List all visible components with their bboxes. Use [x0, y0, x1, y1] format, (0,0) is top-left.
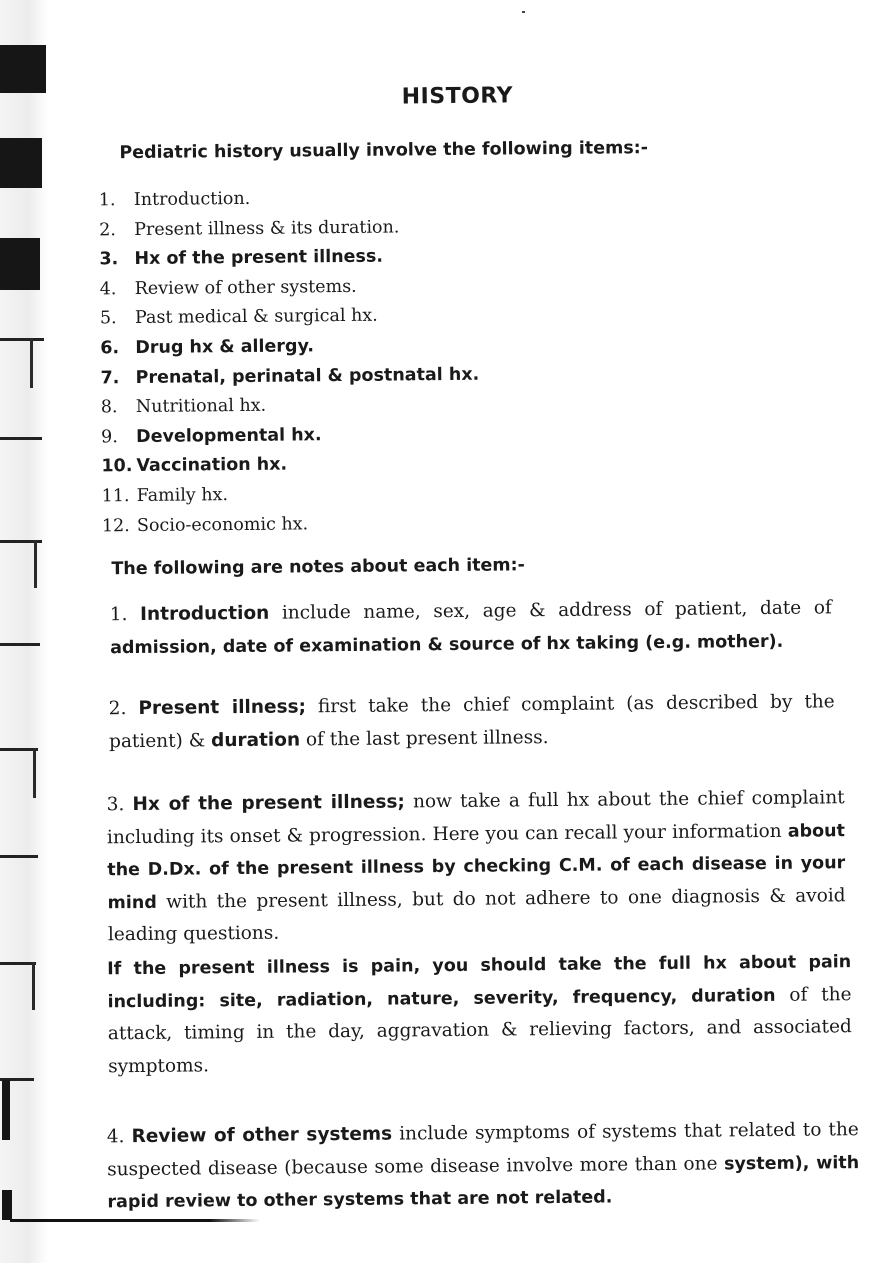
list-item: [100, 272, 479, 305]
item-number: 12.: [101, 515, 130, 536]
note-introduction: [110, 592, 833, 664]
note-text: of the attack, timing in the day, aggravation & relieving factors, and associated symptoms.: [107, 983, 852, 1077]
note-term: Hx of the present illness;: [132, 791, 405, 816]
note-emphasis: If the present illness is pain, you should take the full hx about pain including: site, radiation, nature, severity, frequency, duration: [107, 952, 852, 1012]
list-item: [102, 509, 481, 542]
item-text: Prenatal, perinatal & postnatal hx.: [135, 364, 480, 388]
note-term: duration: [210, 728, 301, 751]
item-number: 5.: [99, 308, 117, 329]
note-number: 3.: [106, 794, 125, 816]
item-number: 10.: [101, 456, 133, 477]
item-number: 7.: [100, 367, 120, 388]
item-text: Vaccination hx.: [136, 454, 288, 477]
note-emphasis: system), with rapid review to other systems that are not related.: [107, 1152, 860, 1213]
intro-line: Pediatric history usually involve the following items:-: [119, 138, 649, 164]
item-text: Developmental hx.: [136, 424, 322, 447]
note-text: first take the chief complaint (as described by the patient) &: [108, 691, 835, 752]
list-item: [99, 184, 478, 217]
note-review-systems: [107, 1114, 860, 1219]
note-present-illness: [109, 686, 836, 758]
item-text: Review of other systems.: [134, 276, 357, 299]
list-item: [100, 361, 479, 394]
list-item: [101, 391, 480, 424]
note-number: 4.: [106, 1126, 125, 1148]
list-item: [101, 450, 480, 483]
item-text: Socio-economic hx.: [136, 513, 309, 536]
history-items-list: [99, 184, 481, 543]
note-term: Review of other systems: [131, 1123, 393, 1148]
list-item: [101, 420, 480, 453]
note-text: of the last present illness.: [300, 726, 549, 750]
note-text: now take a full hx about the chief complaint including its onset & progression. Here you can recall your information: [106, 787, 845, 848]
note-term: Present illness;: [138, 696, 307, 719]
item-text: Past medical & surgical hx.: [134, 306, 378, 329]
note-text: include symptoms of systems that related to the suspected disease (because some disease involve more than one: [107, 1119, 859, 1180]
item-number: 9.: [101, 426, 118, 448]
item-number: 6.: [100, 338, 120, 359]
item-number: 1.: [98, 190, 116, 211]
item-number: 3.: [99, 249, 119, 270]
note-pain: [107, 946, 852, 1083]
note-term: Introduction: [140, 602, 270, 625]
list-item: [102, 480, 481, 513]
item-text: Hx of the present illness.: [134, 246, 384, 270]
note-text: with the present illness, but do not adhere to one diagnosis & avoid leading questions.: [107, 884, 846, 946]
list-item: [99, 243, 478, 276]
item-number: 8.: [100, 397, 118, 418]
item-text: Present illness & its duration.: [134, 217, 400, 240]
page-title: HISTORY: [401, 83, 514, 110]
item-number: 2.: [99, 219, 116, 240]
notes-intro-line: The following are notes about each item:-: [111, 555, 525, 580]
note-hx-present-illness: [107, 782, 847, 952]
item-text: Introduction.: [133, 188, 251, 211]
note-emphasis: about the D.Dx. of the present illness by checking C.M. of each disease in your mind: [107, 820, 846, 913]
list-item: [99, 213, 478, 246]
list-item: [100, 302, 479, 335]
item-number: 4.: [99, 278, 117, 300]
list-item: [100, 332, 479, 365]
item-number: 11.: [101, 486, 130, 507]
note-number: 1.: [109, 604, 128, 626]
item-text: Nutritional hx.: [135, 395, 267, 418]
item-text: Family hx.: [136, 485, 229, 506]
item-text: Drug hx & allergy.: [135, 336, 315, 358]
note-text: include name, sex, age & address of patient, date of: [269, 597, 832, 624]
note-line: admission, date of examination & source of hx taking (e.g. mother).: [110, 631, 784, 658]
note-number: 2.: [108, 698, 127, 720]
